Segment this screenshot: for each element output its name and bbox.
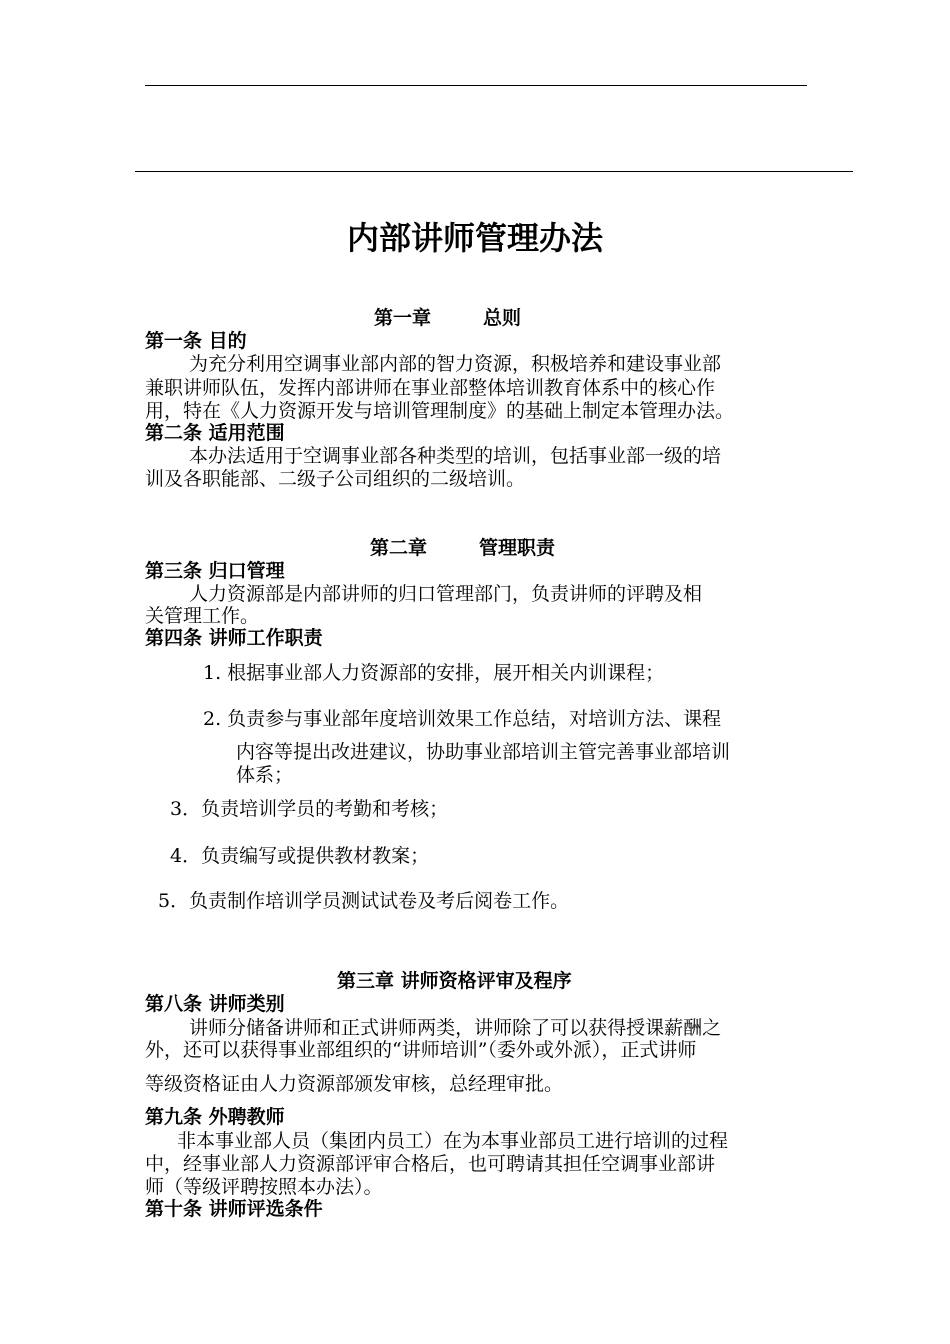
chapter-2-heading (370, 537, 555, 559)
article-8-text: 和 (322, 1017, 342, 1039)
chapter-2-number: 第二章 (370, 537, 428, 559)
article-9-line: 中，经事业部人力资源部评审合格后，也可聘请其担任空调事业部讲 (145, 1153, 716, 1175)
article-8-line-2: 外，还可以获得事业部组织的“讲师培训”（委外或外派），正式讲师 (145, 1039, 697, 1061)
chapter-3-heading: 第三章 讲师资格评审及程序 (337, 970, 572, 992)
chapter-1-heading (374, 307, 521, 329)
article-1-line: 兼职讲师队伍，发挥内部讲师在事业部整体培训教育体系中的核心作 (145, 377, 716, 399)
article-8-heading: 第八条 讲师类别 (145, 993, 285, 1015)
reserve-lecturer-term: 储备讲师 (246, 1017, 323, 1039)
duty-item-2-cont: 内容等提出改进建议，协助事业部培训主管完善事业部培训 (236, 741, 731, 763)
duty-item-1: 1. 根据事业部人力资源部的安排，展开相关内训课程； (203, 662, 665, 684)
document-title: 内部讲师管理办法 (346, 219, 603, 257)
article-8-text: 讲师分 (189, 1017, 247, 1039)
article-1-heading: 第一条 目的 (145, 330, 247, 352)
chapter-2-name: 管理职责 (479, 537, 556, 559)
article-3-line: 关管理工作。 (145, 605, 260, 627)
article-1-line: 为充分利用空调事业部内部的智力资源，积极培养和建设事业部 (189, 353, 722, 375)
header-rule-bottom (135, 171, 853, 172)
article-8-line-3: 等级资格证由人力资源部颁发审核，总经理审批。 (145, 1073, 564, 1095)
article-9-heading: 第九条 外聘教师 (145, 1106, 285, 1128)
article-9-line: 非本事业部人员（集团内员工）在为本事业部员工进行培训的过程 (177, 1130, 729, 1152)
chapter-1-name: 总则 (483, 307, 522, 329)
article-2-line: 训及各职能部、二级子公司组织的二级培训。 (145, 468, 526, 490)
article-3-heading: 第三条 归口管理 (145, 560, 285, 582)
article-2-line: 本办法适用于空调事业部各种类型的培训，包括事业部一级的培 (189, 445, 722, 467)
duty-item-5: 5．负责制作培训学员测试试卷及考后阅卷工作。 (158, 890, 570, 912)
duty-item-3: 3．负责培训学员的考勤和考核； (170, 798, 449, 820)
article-8-text: 两类，讲师除了可以获得授课薪酬之 (417, 1017, 722, 1039)
article-10-heading: 第十条 讲师评选条件 (145, 1198, 323, 1220)
article-8-line-1 (189, 1017, 721, 1039)
header-rule-top (145, 85, 807, 86)
duty-item-2-cont: 体系； (236, 764, 294, 786)
article-2-heading: 第二条 适用范围 (145, 422, 285, 444)
article-3-line: 人力资源部是内部讲师的归口管理部门，负责讲师的评聘及相 (189, 583, 703, 605)
article-4-heading: 第四条 讲师工作职责 (145, 627, 323, 649)
chapter-1-number: 第一章 (374, 307, 432, 329)
duty-item-4: 4．负责编写或提供教材教案； (170, 845, 430, 867)
article-1-line: 用，特在《人力资源开发与培训管理制度》的基础上制定本管理办法。 (145, 400, 735, 422)
duty-item-2: 2. 负责参与事业部年度培训效果工作总结，对培训方法、课程 (203, 708, 722, 730)
formal-lecturer-term: 正式讲师 (341, 1017, 418, 1039)
article-9-line: 师（等级评聘按照本办法）。 (145, 1176, 383, 1198)
